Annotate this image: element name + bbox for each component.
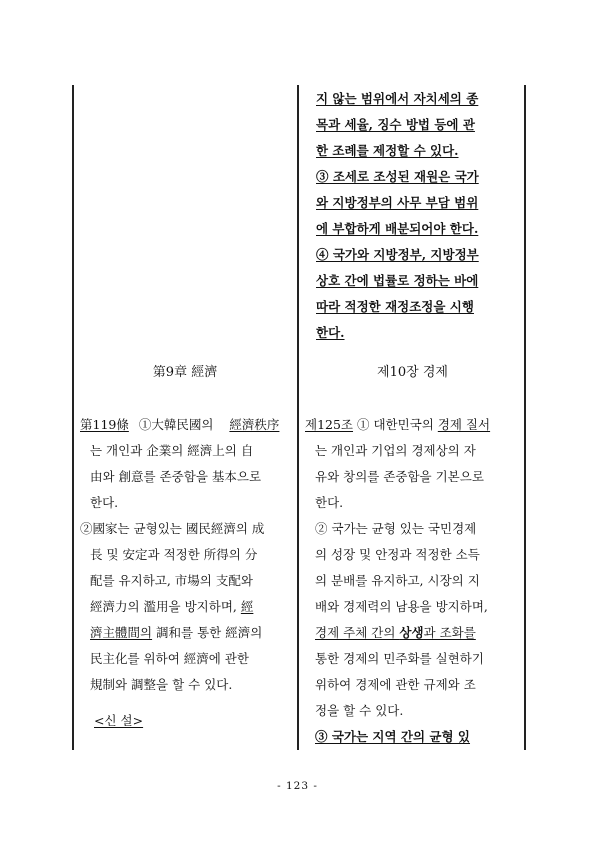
right-chapter-heading: 제10장 경제 bbox=[377, 365, 448, 380]
text-line: 한다. bbox=[90, 495, 119, 510]
text-line: 상호 간에 법률로 정하는 바에 bbox=[316, 273, 479, 288]
text-line: 規制와 調整을 할 수 있다. bbox=[90, 677, 233, 692]
article-first-line bbox=[80, 412, 290, 438]
text-line bbox=[305, 620, 520, 646]
right-top-block bbox=[316, 86, 519, 346]
text-line: ③ 국가는 지역 간의 균형 있 bbox=[315, 729, 471, 744]
right-border bbox=[524, 85, 526, 750]
underlined-term: 경제 질서 bbox=[437, 417, 491, 432]
text-line: 한다. bbox=[315, 495, 344, 510]
text-line: 의 분배를 유지하고, 시장의 지 bbox=[315, 573, 480, 588]
text-segment: 經濟力의 濫用을 방지하며, bbox=[90, 599, 241, 614]
text-line: 民主化를 위하여 經濟에 관한 bbox=[90, 651, 249, 666]
text-line: ③ 조세로 조성된 재원은 국가 bbox=[316, 169, 479, 184]
center-divider bbox=[297, 85, 299, 750]
left-border bbox=[72, 85, 74, 750]
text-line: 長 및 安定과 적정한 所得의 分 bbox=[90, 547, 258, 562]
text-line bbox=[80, 698, 290, 708]
text-line: 따라 적정한 재정조정을 시행 bbox=[316, 299, 474, 314]
text-line: 는 개인과 企業의 經濟上의 自 bbox=[90, 443, 254, 458]
text-line: 유와 창의를 존중함을 기본으로 bbox=[315, 469, 484, 484]
text-line: 지 않는 범위에서 자치세의 종 bbox=[316, 91, 479, 106]
text-line: 에 부합하게 배분되어야 한다. bbox=[316, 221, 479, 236]
text-line: 由와 創意를 존중함을 基本으로 bbox=[90, 469, 262, 484]
page-number: - 123 - bbox=[277, 780, 318, 792]
underlined-term: 經 bbox=[240, 599, 254, 614]
text-line: 配를 유지하고, 市場의 支配와 bbox=[90, 573, 253, 588]
right-article-125 bbox=[305, 412, 520, 750]
bold-term: 상생 bbox=[399, 625, 424, 640]
text-line: 정을 할 수 있다. bbox=[315, 703, 404, 718]
text-line: 와 지방정부의 사무 부담 범위 bbox=[316, 195, 479, 210]
text-line: 목과 세율, 징수 방법 등에 관 bbox=[316, 117, 475, 132]
text-line: 통한 경제의 민주화를 실현하기 bbox=[315, 651, 484, 666]
text-line: 한다. bbox=[316, 325, 345, 340]
article-label: 第119條 bbox=[80, 417, 129, 432]
text-line: 는 개인과 기업의 경제상의 자 bbox=[315, 443, 476, 458]
text-line: 배와 경제력의 남용을 방지하며, bbox=[315, 599, 488, 614]
text-line: ② 국가는 균형 있는 국민경제 bbox=[315, 521, 477, 536]
left-article-119 bbox=[80, 412, 290, 734]
article-text: ① 대한민국의 bbox=[353, 417, 438, 432]
text-line: 한 조례를 제정할 수 있다. bbox=[316, 143, 459, 158]
underlined-term: 濟主體間의 bbox=[90, 625, 153, 640]
text-line bbox=[80, 594, 290, 620]
new-provision-note: <신 설> bbox=[94, 713, 144, 728]
underlined-term: 과 조화를 bbox=[423, 625, 476, 640]
text-line: ②國家는 균형있는 國民經濟의 成 bbox=[80, 521, 265, 536]
article-label: 제125조 bbox=[305, 417, 354, 432]
article-text: ①大韓民國의 bbox=[138, 417, 214, 432]
text-line: ④ 국가와 지방정부, 지방정부 bbox=[316, 247, 479, 262]
text-line bbox=[80, 620, 290, 646]
text-line: 위하여 경제에 관한 규제와 조 bbox=[315, 677, 476, 692]
text-line: 의 성장 및 안정과 적정한 소득 bbox=[315, 547, 480, 562]
text-segment: 調和를 통한 經濟의 bbox=[152, 625, 263, 640]
underlined-term: 경제 주체 간의 bbox=[315, 625, 400, 640]
article-first-line bbox=[305, 412, 520, 438]
left-chapter-heading: 第9章 經濟 bbox=[152, 365, 218, 380]
underlined-term: 經濟秩序 bbox=[229, 417, 280, 432]
